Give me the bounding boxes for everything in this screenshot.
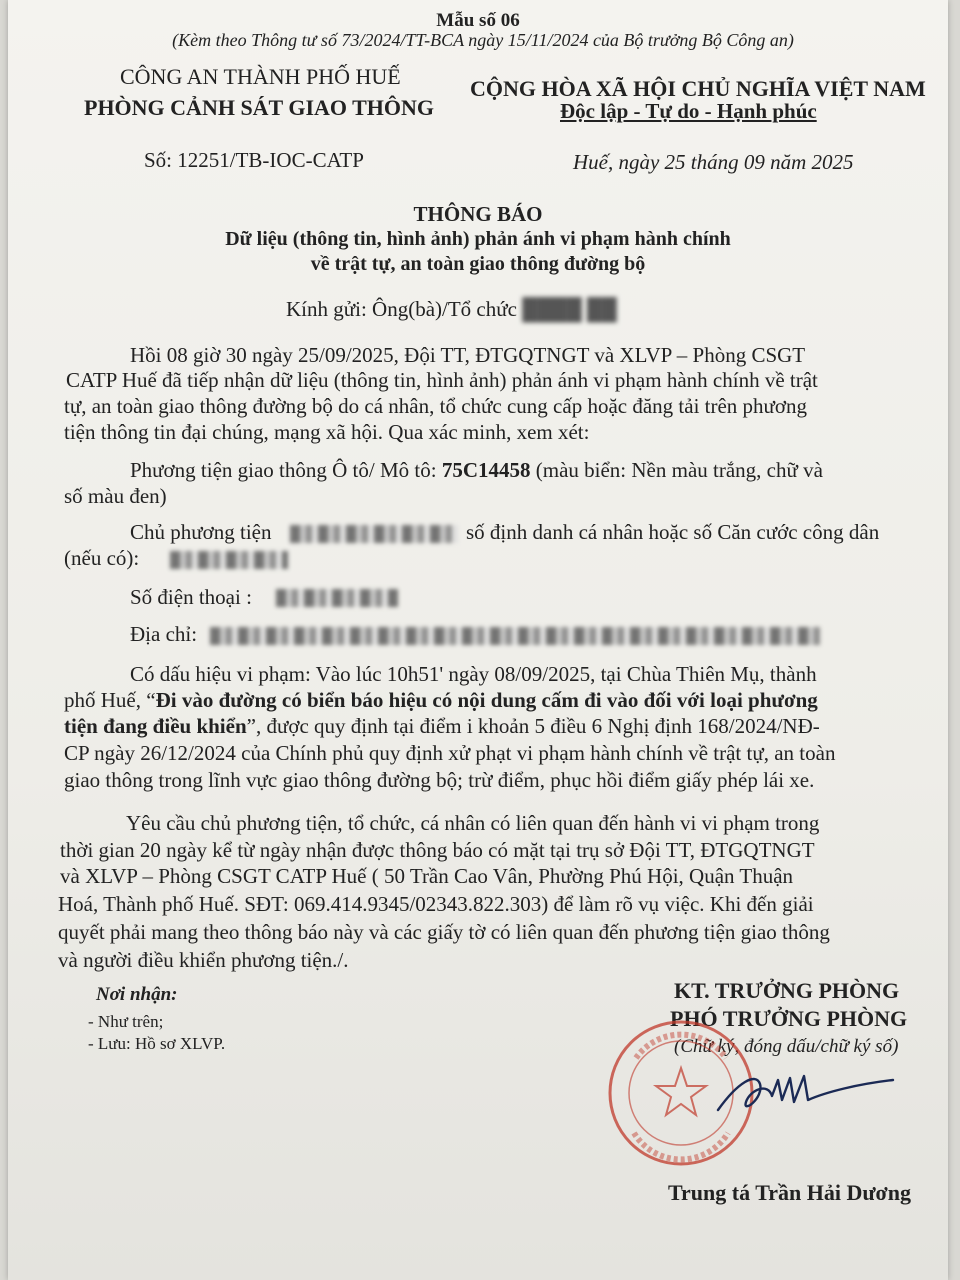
para1-line4: tiện thông tin đại chúng, mạng xã hội. Qua xác minh, xem xét:	[64, 420, 590, 444]
owner-name-redacted	[290, 525, 458, 543]
signature-note: (Chữ ký, đóng dấu/chữ ký số)	[674, 1036, 899, 1057]
request-line3: và XLVP – Phòng CSGT CATP Huế ( 50 Trần Cao Vân, Phường Phú Hội, Quận Thuận	[60, 864, 794, 888]
violation-description-end: tiện đang điều khiển	[64, 714, 247, 738]
vehicle-line-2: số màu đen)	[64, 484, 167, 508]
vehicle-line	[130, 458, 823, 483]
form-number: Mẫu số 06	[436, 10, 520, 31]
license-plate: 75C14458	[441, 458, 531, 482]
request-line4: Hoá, Thành phố Huế. SĐT: 069.414.9345/02343.822.303) để làm rõ vụ việc. Khi đến giải	[58, 892, 814, 916]
document-number: Số: 12251/TB-IOC-CATP	[144, 148, 364, 172]
violation-line5: giao thông trong lĩnh vực giao thông đường bộ; trừ điểm, phục hồi điểm giấy phép lái xe.	[64, 768, 815, 792]
attachment-note: (Kèm theo Thông tư số 73/2024/TT-BCA ngày 15/11/2024 của Bộ trưởng Bộ Công an)	[172, 30, 794, 50]
request-line6: và người điều khiển phương tiện./.	[58, 948, 349, 972]
document-subtitle-2: về trật tự, an toàn giao thông đường bộ	[310, 253, 646, 275]
violation-line3	[64, 714, 820, 739]
recipients-title: Nơi nhận:	[96, 984, 178, 1005]
signer-title-1: KT. TRƯỞNG PHÒNG	[674, 978, 900, 1003]
violation-regulation: ”, được quy định tại điểm i khoản 5 điều 6 Nghị định 168/2024/NĐ-	[246, 714, 820, 738]
document-subtitle-1: Dữ liệu (thông tin, hình ảnh) phản ánh vi phạm hành chính	[225, 228, 731, 250]
recipient-item-2: - Lưu: Hồ sơ XLVP.	[88, 1034, 226, 1053]
violation-description: Đi vào đường có biển báo hiệu có nội dung cấm đi vào đối với loại phương	[155, 688, 818, 712]
recipient-name-redacted: ████ ██	[522, 297, 617, 321]
place-date: Huế, ngày 25 tháng 09 năm 2025	[573, 150, 854, 174]
recipient-item-1: - Như trên;	[88, 1012, 164, 1031]
para1-line2: CATP Huế đã tiếp nhận dữ liệu (thông tin, hình ảnh) phản ánh vi phạm hành chính về trật	[66, 368, 818, 392]
violation-place: phố Huế, “	[64, 688, 156, 712]
para1-line1: Hồi 08 giờ 30 ngày 25/09/2025, Đội TT, ĐTGQTNGT và XLVP – Phòng CSGT	[130, 343, 806, 367]
agency-name: CÔNG AN THÀNH PHỐ HUẾ	[120, 64, 401, 89]
violation-line4: CP ngày 26/12/2024 của Chính phủ quy định xử phạt vi phạm hành chính về trật tự, an toàn	[64, 741, 836, 765]
phone-label: Số điện thoại :	[130, 585, 252, 609]
recipient-label: Kính gửi: Ông(bà)/Tổ chức	[286, 297, 517, 321]
phone-redacted	[276, 589, 398, 607]
document-page	[8, 0, 948, 1280]
para1-line3: tự, an toàn giao thông đường bộ do cá nhân, tổ chức cung cấp hoặc đăng tải trên phương	[64, 394, 808, 418]
request-line5: quyết phải mang theo thông báo này và các giấy tờ có liên quan đến phương tiện giao thông	[58, 920, 830, 944]
address-label: Địa chỉ:	[130, 622, 198, 646]
department-name: PHÒNG CẢNH SÁT GIAO THÔNG	[84, 95, 435, 120]
id-number-redacted	[170, 551, 288, 569]
owner-label: Chủ phương tiện	[130, 520, 272, 544]
document-title: THÔNG BÁO	[413, 202, 543, 226]
signer-name: Trung tá Trần Hải Dương	[668, 1180, 911, 1205]
request-line2: thời gian 20 ngày kể từ ngày nhận được thông báo có mặt tại trụ sở Đội TT, ĐTGQTNGT	[60, 838, 815, 862]
plate-color: (màu biển: Nền màu trắng, chữ và	[530, 458, 823, 482]
violation-line1: Có dấu hiệu vi phạm: Vào lúc 10h51' ngày 08/09/2025, tại Chùa Thiên Mụ, thành	[130, 662, 817, 686]
id-label: (nếu có):	[64, 546, 140, 570]
nation-motto: Độc lập - Tự do - Hạnh phúc	[560, 99, 817, 123]
signature	[708, 1062, 898, 1132]
recipient-line	[286, 297, 617, 322]
nation-title: CỘNG HÒA XÃ HỘI CHỦ NGHĨA VIỆT NAM	[470, 76, 926, 101]
signer-title-2: PHÓ TRƯỞNG PHÒNG	[670, 1006, 908, 1031]
violation-line2	[64, 688, 818, 713]
owner-id-label: số định danh cá nhân hoặc số Căn cước công dân	[466, 520, 880, 544]
vehicle-label: Phương tiện giao thông Ô tô/ Mô tô:	[130, 458, 442, 482]
address-redacted	[210, 627, 820, 645]
request-line1: Yêu cầu chủ phương tiện, tổ chức, cá nhân có liên quan đến hành vi vi phạm trong	[126, 811, 820, 835]
